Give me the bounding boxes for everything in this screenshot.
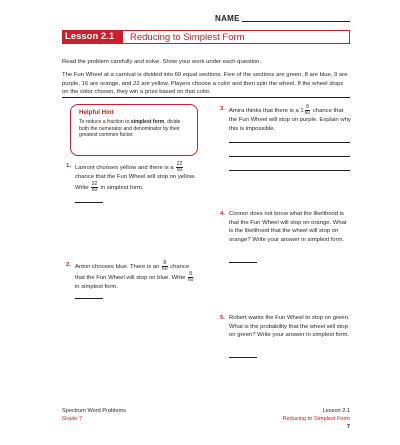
answer-line-2[interactable] [75, 298, 103, 299]
question-3: 3. Amira thinks that there is a 1 $\frac{9}{60}$ chance that the Fun Wheel will stop on purple. Explain why this is impossible. [220, 104, 351, 132]
intro [62, 58, 350, 101]
scenario: The Fun Wheel at a carnival is divided into 60 equal sections. Five of the sections are green, 8 are blue, 9 are purple, 16 are orange, and 22 are yellow. Players choose a color and then spin the wheel. If the wheel stops on the color chosen, they win a prize based on that color. [62, 72, 348, 95]
answer-line-3a[interactable] [229, 142, 350, 143]
question-number: 5. [220, 315, 225, 321]
grade: Grade 7 [62, 416, 83, 422]
fraction: $\frac{9}{60}$ [304, 104, 311, 116]
footer-left [62, 407, 126, 423]
fraction: $\frac{22}{60}$ [91, 180, 98, 193]
answer-line-1[interactable] [75, 202, 103, 203]
directions: Read the problem carefully and solve. Show your work under each question. [62, 59, 262, 65]
name-line[interactable] [242, 21, 350, 22]
book-title: Spectrum Word Problems [62, 408, 126, 414]
answer-line-4[interactable] [229, 262, 257, 263]
question-number: 3. [220, 106, 225, 112]
name-label: NAME [215, 14, 240, 23]
question-number: 2. [66, 262, 71, 268]
fraction: $\frac{22}{60}$ [176, 161, 183, 173]
answer-line-3c[interactable] [229, 170, 350, 171]
hint-text: To reduce a fraction to simplest form, divide both the numerator and denominator by their greatest common factor. [79, 119, 181, 138]
footer-right [283, 407, 350, 431]
lesson-header [62, 30, 350, 44]
fraction: $\frac{8}{60}$ [187, 271, 194, 283]
question-1: 1. Lamont chooses yellow and there is a $\frac{22}{60}$ chance that the Fun Wheel will stop on yellow. Write $\frac{22}{60}$ in simplest form. [66, 161, 196, 193]
fraction: $\frac{8}{60}$ [162, 260, 168, 272]
page-number: 7 [346, 424, 350, 430]
question-4: 4. Connor does not know what the likelihood is that the Fun Wheel will stop on orange. What is the likelihood that the wheel will stop on orange? Write your answer in simplest form. [220, 211, 347, 243]
question-2: 2. Anton chooses blue. There is an $\frac{8}{60}$ chance that the Fun Wheel will stop on blue. Write $\frac{8}{60}$ in simplest form. [66, 260, 194, 290]
hint-title: Helpful Hint [79, 109, 114, 116]
footer-lesson-title: Reducing to Simplest Form [282, 416, 350, 422]
answer-line-3b[interactable] [229, 156, 350, 157]
answer-line-5[interactable] [229, 357, 257, 358]
question-number: 1. [66, 163, 71, 169]
helpful-hint-box [70, 104, 198, 156]
question-number: 4. [220, 211, 225, 217]
question-5: 5. Robert wants the Fun Wheel to stop on green. What is the probability that the wheel will stop on green? Write your answer in simplest form. [220, 315, 350, 338]
footer-lesson: Lesson 2.1 [322, 408, 350, 414]
divider [62, 97, 350, 98]
lesson-tag: Lesson 2.1 [62, 30, 123, 44]
lesson-title: Reducing to Simplest Form [130, 32, 245, 43]
